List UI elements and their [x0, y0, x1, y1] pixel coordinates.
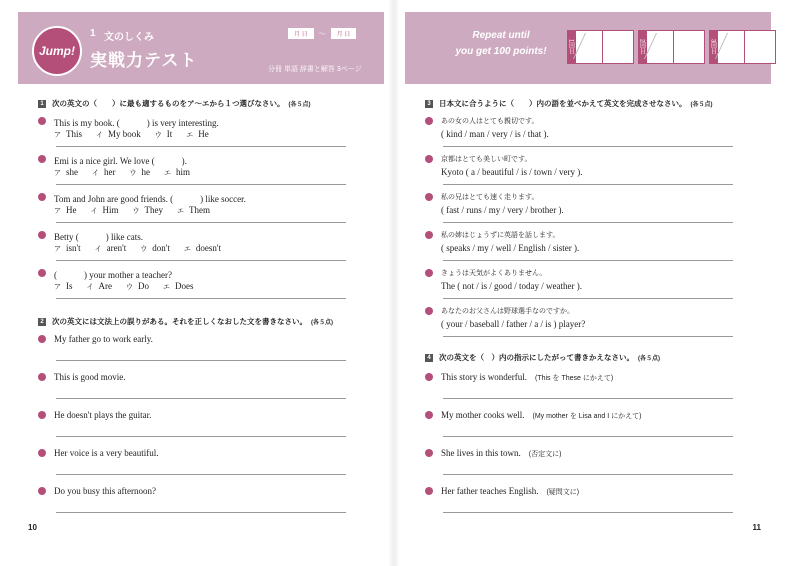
- question-text: Tom and John are good friends. ( ) like soccer.: [54, 194, 246, 204]
- bullet-icon: [425, 487, 433, 495]
- bullet-icon: [425, 117, 433, 125]
- slash-mark: [644, 33, 673, 59]
- divider-line: [443, 298, 733, 299]
- option-text: doesn't: [195, 243, 221, 253]
- option-marker: エ: [183, 245, 191, 253]
- answer-option: [164, 167, 190, 178]
- attempt-date-box: [717, 30, 745, 64]
- option-text: It: [166, 129, 173, 139]
- reorder-words: ( your / baseball / father / a / is ) player?: [441, 319, 586, 329]
- answer-option: [54, 167, 78, 178]
- option-marker: エ: [186, 131, 194, 139]
- reference-note: 分冊 単語 辞書と解答 3ページ: [268, 66, 362, 73]
- answer-line[interactable]: [56, 398, 346, 399]
- bullet-icon: [425, 373, 433, 381]
- answer-option: [54, 243, 81, 254]
- option-text: My book: [108, 129, 141, 139]
- bullet-icon: [425, 307, 433, 315]
- question-text: Emi is a nice girl. We love ( ).: [54, 156, 187, 166]
- answer-option: [54, 129, 82, 140]
- date-boxes: [288, 28, 356, 39]
- divider-line: [56, 298, 346, 299]
- bullet-icon: [38, 449, 46, 457]
- option-text: Them: [189, 205, 211, 215]
- answer-option: [133, 205, 164, 216]
- bullet-icon: [425, 193, 433, 201]
- option-text: Does: [175, 281, 194, 291]
- option-marker: ウ: [126, 283, 133, 291]
- answer-option: [95, 243, 127, 254]
- divider-line: [56, 222, 346, 223]
- section-4-points: (各５点): [638, 356, 660, 362]
- jump-badge: Jump!: [32, 26, 82, 76]
- answer-line[interactable]: [443, 474, 733, 475]
- bullet-icon: [38, 117, 46, 125]
- instruction-note: (否定文に): [528, 451, 562, 458]
- option-text: he: [141, 167, 150, 177]
- option-text: He: [66, 205, 77, 215]
- section-2-header: [38, 316, 333, 327]
- attempt-group: [638, 30, 705, 64]
- section-4-mark: 4: [425, 354, 433, 362]
- option-marker: ウ: [154, 131, 162, 139]
- option-marker: エ: [163, 283, 170, 291]
- attempt-score-box[interactable]: [674, 30, 705, 64]
- divider-line: [443, 336, 733, 337]
- attempt-date-box: [575, 30, 603, 64]
- option-text: her: [104, 167, 116, 177]
- japanese-prompt: 京都はとても美しい町です。: [441, 156, 532, 163]
- divider-line: [56, 146, 346, 147]
- bullet-icon: [38, 193, 46, 201]
- left-header-band: [18, 12, 384, 84]
- answer-line[interactable]: [56, 474, 346, 475]
- option-text: isn't: [66, 243, 81, 253]
- japanese-prompt: きょうは天気がよくありません。: [441, 270, 547, 277]
- question-text: Do you busy this afternoon?: [54, 486, 156, 496]
- option-marker: イ: [92, 169, 99, 177]
- option-marker: ウ: [129, 169, 137, 177]
- japanese-prompt: 私の姉はじょうずに英語を話します。: [441, 232, 560, 239]
- question-text: He doesn't plays the guitar.: [54, 410, 152, 420]
- instruction-note: (疑問文に): [546, 489, 580, 496]
- section-3-header: [425, 98, 713, 109]
- section-1-header: [38, 98, 311, 109]
- section-4-header: [425, 352, 660, 363]
- answer-option: [186, 129, 209, 140]
- section-4-instruction: 次の英文を（ ）内の指示にしたがって書きかえなさい。: [439, 353, 634, 362]
- bullet-icon: [38, 269, 46, 277]
- answer-option: [54, 281, 73, 292]
- option-text: him: [176, 167, 191, 177]
- divider-line: [443, 222, 733, 223]
- option-marker: ア: [54, 131, 61, 139]
- answer-line[interactable]: [443, 436, 733, 437]
- divider-line: [56, 184, 346, 185]
- bullet-icon: [38, 487, 46, 495]
- option-marker: イ: [96, 131, 104, 139]
- date-box-1: 月 日: [288, 28, 314, 39]
- option-text: They: [144, 205, 164, 215]
- answer-option: [91, 205, 119, 216]
- option-text: don't: [152, 243, 170, 253]
- bullet-icon: [38, 335, 46, 343]
- option-marker: エ: [177, 207, 185, 215]
- reorder-words: ( speaks / my / well / English / sister ).: [441, 243, 580, 253]
- answer-line[interactable]: [56, 436, 346, 437]
- answer-option: [177, 205, 210, 216]
- divider-line: [56, 260, 346, 261]
- bullet-icon: [425, 231, 433, 239]
- option-marker: エ: [164, 169, 171, 177]
- option-marker: イ: [86, 283, 94, 291]
- reorder-words: Kyoto ( a / beautiful / is / town / very ).: [441, 167, 583, 177]
- right-page: [405, 12, 771, 552]
- answer-option: [184, 243, 221, 254]
- section-3-points: (各５点): [690, 102, 713, 108]
- divider-line: [443, 146, 733, 147]
- answer-option: [87, 281, 113, 292]
- question-text: Betty ( ) like cats.: [54, 232, 143, 242]
- question-sentence: My mother cooks well.: [441, 410, 525, 420]
- right-header-band: [405, 12, 771, 84]
- attempt-date-box: [646, 30, 674, 64]
- answer-line[interactable]: [443, 398, 733, 399]
- attempt-label: 1回目: [567, 30, 575, 64]
- option-text: aren't: [106, 243, 127, 253]
- answer-option: [140, 243, 170, 254]
- option-marker: ア: [54, 169, 61, 177]
- attempt-score-box[interactable]: [603, 30, 634, 64]
- option-text: Is: [66, 281, 73, 291]
- option-marker: イ: [90, 207, 98, 215]
- question-text: [441, 372, 613, 383]
- answer-option: [54, 205, 77, 216]
- option-marker: ア: [54, 245, 61, 253]
- question-text: This is my book. ( ) is very interesting.: [54, 118, 219, 128]
- bullet-icon: [425, 411, 433, 419]
- divider-line: [443, 184, 733, 185]
- attempt-label: 3回目: [709, 30, 717, 64]
- reorder-words: ( fast / runs / my / very / brother ).: [441, 205, 564, 215]
- instruction-note: (This を These にかえて): [535, 375, 614, 382]
- answer-option: [96, 129, 141, 140]
- attempt-group: [709, 30, 776, 64]
- question-text: [441, 410, 641, 421]
- option-marker: ア: [54, 283, 61, 291]
- repeat-message: [441, 28, 561, 60]
- japanese-prompt: あなたのお父さんは野球選手なのですか。: [441, 308, 574, 315]
- question-sentence: This story is wonderful.: [441, 372, 527, 382]
- answer-options: [54, 167, 190, 178]
- date-box-2: 月 日: [331, 28, 357, 39]
- book-spine: [388, 0, 400, 566]
- section-1-mark: 1: [38, 100, 46, 108]
- attempt-label: 2回目: [638, 30, 646, 64]
- bullet-icon: [38, 155, 46, 163]
- option-marker: イ: [94, 245, 102, 253]
- bullet-icon: [425, 155, 433, 163]
- option-text: she: [66, 167, 78, 177]
- page-number-right: 11: [752, 523, 761, 532]
- option-text: This: [66, 129, 83, 139]
- question-text: [441, 486, 579, 497]
- japanese-prompt: 私の兄はとても速く走ります。: [441, 194, 539, 201]
- answer-options: [54, 281, 194, 292]
- bullet-icon: [425, 449, 433, 457]
- answer-options: [54, 243, 221, 254]
- answer-option: [130, 167, 151, 178]
- repeat-line-2: you get 100 points!: [455, 46, 547, 57]
- instruction-note: (My mother を Lisa and I にかえて): [532, 413, 642, 420]
- option-text: Are: [98, 281, 112, 291]
- option-text: Him: [102, 205, 119, 215]
- answer-options: [54, 129, 209, 140]
- section-2-instruction: 次の英文には文法上の誤りがある。それを正しくなおした文を書きなさい。: [52, 317, 307, 326]
- reorder-words: The ( not / is / good / today / weather ).: [441, 281, 582, 291]
- answer-option: [163, 281, 194, 292]
- unit-name: 文のしくみ: [104, 32, 154, 43]
- section-1-points: (各５点): [288, 102, 311, 108]
- answer-option: [155, 129, 173, 140]
- question-text: ( ) your mother a teacher?: [54, 270, 172, 280]
- japanese-prompt: あの女の人はとても親切です。: [441, 118, 539, 125]
- question-text: My father go to work early.: [54, 334, 153, 344]
- section-3-instruction: 日本文に合うように（ ）内の語を並べかえて英文を完成させなさい。: [439, 99, 687, 108]
- answer-option: [92, 167, 116, 178]
- question-sentence: She lives in this town.: [441, 448, 521, 458]
- bullet-icon: [38, 411, 46, 419]
- option-marker: ウ: [132, 207, 140, 215]
- question-text: [441, 448, 561, 459]
- attempt-score-boxes: [567, 30, 776, 64]
- answer-options: [54, 205, 210, 216]
- section-1-instruction: 次の英文の（ ）に最も適するものをア～エから１つ選びなさい。: [52, 99, 285, 108]
- option-text: He: [198, 129, 209, 139]
- answer-option: [126, 281, 149, 292]
- question-text: This is good movie.: [54, 372, 126, 382]
- answer-line[interactable]: [443, 512, 733, 513]
- slash-mark: [715, 33, 744, 59]
- question-text: Her voice is a very beautiful.: [54, 448, 159, 458]
- bullet-icon: [38, 373, 46, 381]
- option-text: Do: [138, 281, 149, 291]
- option-marker: ア: [54, 207, 61, 215]
- section-2-points: (各５点): [311, 320, 333, 326]
- option-marker: ウ: [140, 245, 148, 253]
- section-2-mark: 2: [38, 318, 46, 326]
- unit-number: 1: [90, 28, 96, 39]
- bullet-icon: [38, 231, 46, 239]
- answer-line[interactable]: [56, 512, 346, 513]
- date-separator: ～: [318, 30, 326, 38]
- divider-line: [443, 260, 733, 261]
- question-sentence: Her father teaches English.: [441, 486, 539, 496]
- bullet-icon: [425, 269, 433, 277]
- page-number-left: 10: [28, 523, 37, 532]
- reorder-words: ( kind / man / very / is / that ).: [441, 129, 549, 139]
- slash-mark: [573, 33, 602, 59]
- answer-line[interactable]: [56, 360, 346, 361]
- page-title: 実戦力テスト: [90, 51, 198, 70]
- repeat-line-1: Repeat until: [472, 30, 530, 41]
- section-3-mark: 3: [425, 100, 433, 108]
- attempt-group: [567, 30, 634, 64]
- left-page: [18, 12, 384, 552]
- attempt-score-box[interactable]: [745, 30, 776, 64]
